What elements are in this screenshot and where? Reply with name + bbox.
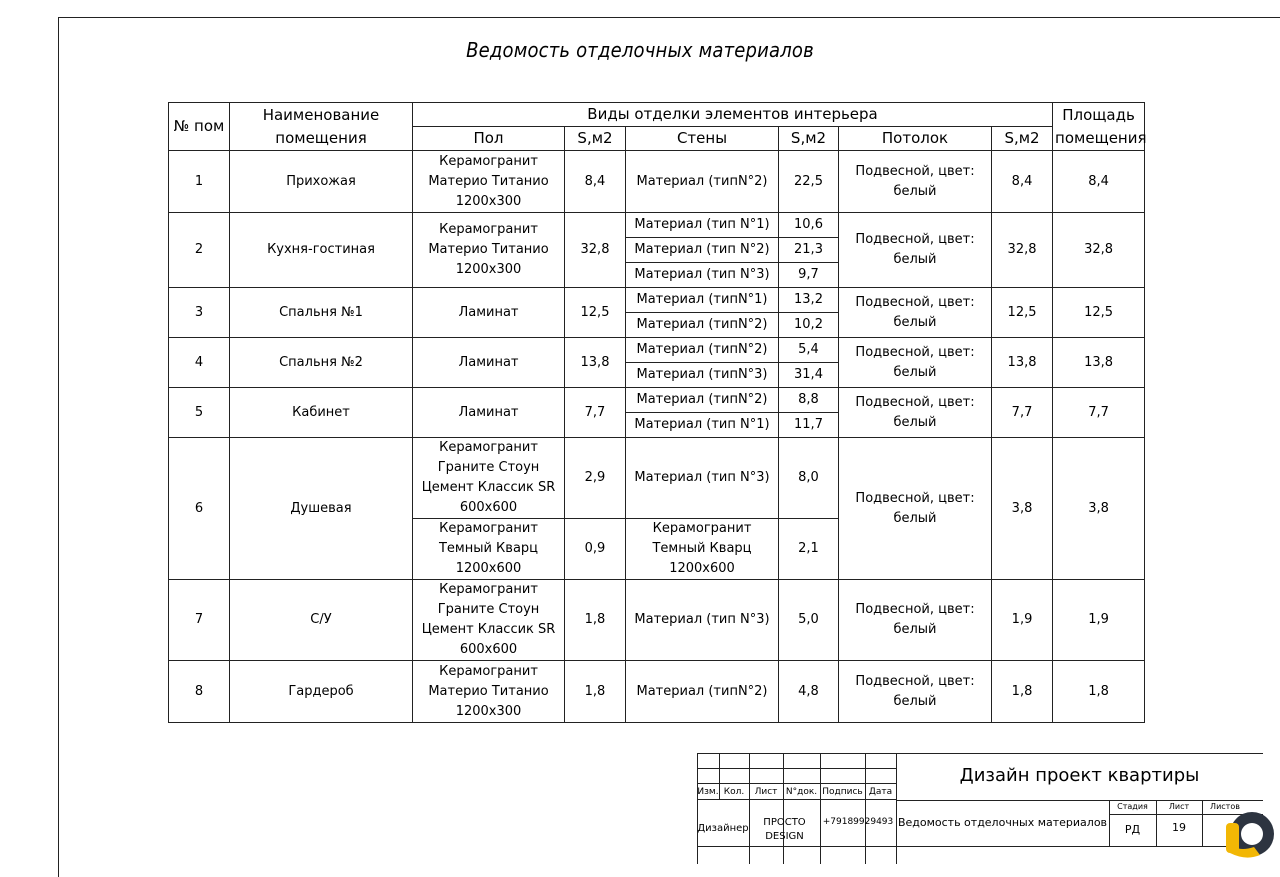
cell-ceiling: Подвесной, цвет: белый (839, 213, 992, 288)
cell-walls: Материал (тип N°2) (626, 238, 779, 263)
stamp-company-line2: DESIGN (765, 831, 804, 842)
stamp-label-sheet: Лист (1168, 802, 1190, 811)
stamp-sheet-number: 19 (1172, 821, 1186, 834)
cell-area: 32,8 (1053, 213, 1145, 288)
header-walls: Стены (626, 127, 779, 151)
stamp-col-ndok: N°док. (785, 787, 818, 797)
table-row (169, 661, 1145, 723)
cell-num: 5 (169, 388, 230, 438)
table-row (169, 338, 1145, 363)
stamp-stage: РД (1124, 823, 1141, 836)
cell-floor: Керамогранит Материо Титанио 1200х300 (413, 151, 565, 213)
cell-s-floor: 13,8 (565, 338, 626, 388)
cell-name: Спальня №2 (230, 338, 413, 388)
header-s-ceiling: S,м2 (992, 127, 1053, 151)
cell-name: Спальня №1 (230, 288, 413, 338)
cell-name: Кухня-гостиная (230, 213, 413, 288)
cell-walls: Керамогранит Темный Кварц 1200х600 (626, 519, 779, 580)
cell-ceiling: Подвесной, цвет: белый (839, 288, 992, 338)
header-num: № пом (169, 103, 230, 151)
cell-ceiling: Подвесной, цвет: белый (839, 661, 992, 723)
table-row (169, 438, 1145, 519)
stamp-col-list: Лист (754, 787, 778, 797)
cell-s-floor: 8,4 (565, 151, 626, 213)
cell-floor: Керамогранит Материо Титанио 1200х300 (413, 661, 565, 723)
stamp-col-izm: Изм. (697, 787, 719, 797)
cell-floor: Керамогранит Материо Титанио 1200х300 (413, 213, 565, 288)
cell-name: Гардероб (230, 661, 413, 723)
stamp-sheet-title: Ведомость отделочных материалов (897, 816, 1108, 829)
table-row (169, 288, 1145, 313)
cell-name: Прихожая (230, 151, 413, 213)
table-row (169, 151, 1145, 213)
stamp-col-kol: Кол. (723, 787, 745, 797)
cell-s-ceiling: 8,4 (992, 151, 1053, 213)
stamp-col-podpis: Подпись (822, 787, 863, 797)
cell-s-walls: 5,4 (779, 338, 839, 363)
cell-floor: Керамогранит Граните Стоун Цемент Классик SR 600х600 (413, 580, 565, 661)
cell-walls: Материал (тип N°3) (626, 263, 779, 288)
cell-area: 7,7 (1053, 388, 1145, 438)
header-area: Площадь помещения (1053, 103, 1145, 151)
cell-ceiling: Подвесной, цвет: белый (839, 151, 992, 213)
cell-walls: Материал (типN°2) (626, 661, 779, 723)
header-floor: Пол (413, 127, 565, 151)
cell-s-walls: 11,7 (779, 413, 839, 438)
cell-s-ceiling: 12,5 (992, 288, 1053, 338)
cell-s-floor: 12,5 (565, 288, 626, 338)
cell-area: 12,5 (1053, 288, 1145, 338)
cell-ceiling: Подвесной, цвет: белый (839, 388, 992, 438)
stamp-label-stage: Стадия (1117, 802, 1148, 811)
header-s-floor: S,м2 (565, 127, 626, 151)
header-name: Наименование помещения (230, 103, 413, 151)
cell-floor: Ламинат (413, 338, 565, 388)
cell-floor: Ламинат (413, 388, 565, 438)
cell-s-ceiling: 1,9 (992, 580, 1053, 661)
cell-s-ceiling: 1,8 (992, 661, 1053, 723)
cell-ceiling: Подвесной, цвет: белый (839, 438, 992, 580)
cell-s-walls: 21,3 (779, 238, 839, 263)
cell-s-walls: 22,5 (779, 151, 839, 213)
table-row (169, 388, 1145, 413)
cell-name: Душевая (230, 438, 413, 580)
cell-s-floor: 2,9 (565, 438, 626, 519)
cell-num: 6 (169, 438, 230, 580)
cell-floor: Ламинат (413, 288, 565, 338)
stamp-phone: +79189929493 (822, 817, 894, 827)
cell-walls: Материал (типN°1) (626, 288, 779, 313)
cell-s-walls: 8,0 (779, 438, 839, 519)
cell-s-floor: 32,8 (565, 213, 626, 288)
cell-s-walls: 8,8 (779, 388, 839, 413)
cell-num: 2 (169, 213, 230, 288)
stamp-role: Дизайнер (697, 823, 749, 834)
table-row (169, 580, 1145, 661)
cell-s-walls: 4,8 (779, 661, 839, 723)
cell-walls: Материал (типN°3) (626, 363, 779, 388)
stamp-label-sheets: Листов (1210, 802, 1240, 811)
cell-walls: Материал (типN°2) (626, 388, 779, 413)
cell-s-ceiling: 32,8 (992, 213, 1053, 288)
cell-area: 13,8 (1053, 338, 1145, 388)
cell-s-walls: 10,6 (779, 213, 839, 238)
cell-walls: Материал (типN°2) (626, 338, 779, 363)
header-group: Виды отделки элементов интерьера (413, 103, 1053, 127)
stamp-project-title: Дизайн проект квартиры (959, 765, 1200, 786)
cell-floor: Керамогранит Темный Кварц 1200х600 (413, 519, 565, 580)
cell-s-walls: 2,1 (779, 519, 839, 580)
cell-s-ceiling: 3,8 (992, 438, 1053, 580)
cell-name: С/У (230, 580, 413, 661)
cell-area: 3,8 (1053, 438, 1145, 580)
cell-s-floor: 1,8 (565, 580, 626, 661)
brand-logo (1226, 807, 1276, 861)
cell-s-ceiling: 7,7 (992, 388, 1053, 438)
cell-s-floor: 1,8 (565, 661, 626, 723)
cell-ceiling: Подвесной, цвет: белый (839, 338, 992, 388)
cell-ceiling: Подвесной, цвет: белый (839, 580, 992, 661)
cell-walls: Материал (типN°2) (626, 313, 779, 338)
cell-area: 1,8 (1053, 661, 1145, 723)
title-block (697, 753, 1263, 873)
cell-num: 7 (169, 580, 230, 661)
table-row (169, 213, 1145, 238)
cell-floor: Керамогранит Граните Стоун Цемент Классик SR 600х600 (413, 438, 565, 519)
cell-s-floor: 0,9 (565, 519, 626, 580)
cell-s-walls: 5,0 (779, 580, 839, 661)
document-title: Ведомость отделочных материалов (466, 38, 814, 62)
cell-walls: Материал (типN°2) (626, 151, 779, 213)
cell-num: 1 (169, 151, 230, 213)
cell-walls: Материал (тип N°3) (626, 438, 779, 519)
finishing-schedule-table (168, 102, 1145, 723)
cell-name: Кабинет (230, 388, 413, 438)
cell-num: 4 (169, 338, 230, 388)
cell-s-walls: 31,4 (779, 363, 839, 388)
cell-walls: Материал (тип N°3) (626, 580, 779, 661)
cell-num: 8 (169, 661, 230, 723)
cell-area: 8,4 (1053, 151, 1145, 213)
cell-s-floor: 7,7 (565, 388, 626, 438)
stamp-company-line1: ПРОСТО (763, 817, 806, 828)
header-ceiling: Потолок (839, 127, 992, 151)
cell-num: 3 (169, 288, 230, 338)
cell-s-walls: 9,7 (779, 263, 839, 288)
cell-area: 1,9 (1053, 580, 1145, 661)
cell-walls: Материал (тип N°1) (626, 213, 779, 238)
cell-s-ceiling: 13,8 (992, 338, 1053, 388)
cell-s-walls: 10,2 (779, 313, 839, 338)
stamp-col-data: Дата (868, 787, 893, 797)
cell-s-walls: 13,2 (779, 288, 839, 313)
header-s-walls: S,м2 (779, 127, 839, 151)
cell-walls: Материал (тип N°1) (626, 413, 779, 438)
